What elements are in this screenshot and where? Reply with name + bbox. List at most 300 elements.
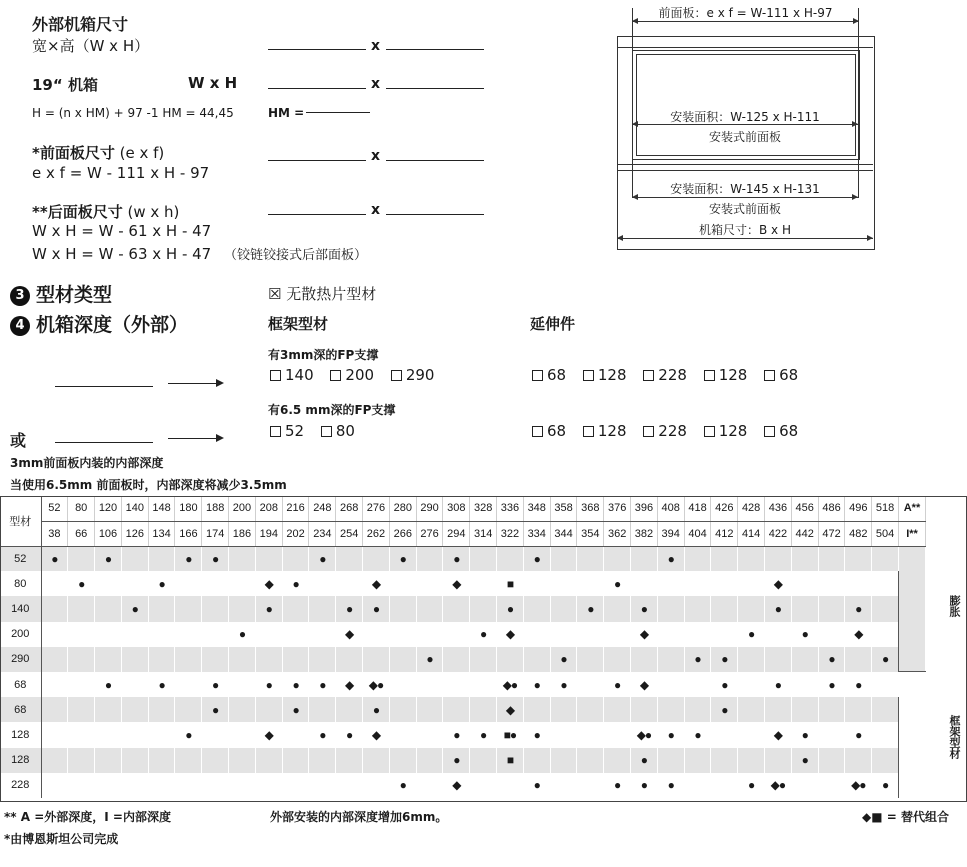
outer-depth-cell: 140 bbox=[121, 496, 148, 521]
combination-mark: ◆ bbox=[443, 571, 470, 596]
combination-mark: ● bbox=[309, 672, 336, 697]
table-row bbox=[0, 596, 926, 621]
combination-mark: ● bbox=[550, 672, 577, 697]
outer-depth-cell: 486 bbox=[818, 496, 845, 521]
outer-depth-cell: 518 bbox=[872, 496, 899, 521]
section-3-number: 3 bbox=[10, 286, 30, 306]
inner-depth-cell: 412 bbox=[711, 521, 738, 546]
checkbox-icon bbox=[330, 370, 341, 381]
outer-name-label: 安装式前面板 bbox=[708, 202, 781, 216]
combination-mark: ● bbox=[336, 596, 363, 621]
combination-mark: ● bbox=[604, 672, 631, 697]
inner-depth-cell: 254 bbox=[336, 521, 363, 546]
depth-input-line-2[interactable] bbox=[55, 442, 153, 443]
ext-option-label: 68 bbox=[779, 366, 799, 384]
inner-depth-cell: 414 bbox=[738, 521, 765, 546]
combination-cell bbox=[121, 647, 148, 672]
combination-mark: ● bbox=[497, 596, 524, 621]
rack-formula: H = (n x HM) + 97 -1 HM = 44,45 bbox=[32, 106, 234, 120]
combination-mark: ● bbox=[872, 773, 899, 798]
combination-mark: ● bbox=[604, 773, 631, 798]
combination-mark: ● bbox=[41, 546, 68, 571]
combination-cell bbox=[309, 622, 336, 647]
profile-option-label: 无散热片型材 bbox=[286, 285, 377, 303]
combination-cell bbox=[41, 622, 68, 647]
combination-mark: ● bbox=[657, 546, 684, 571]
combination-cell bbox=[604, 722, 631, 747]
combination-cell bbox=[443, 647, 470, 672]
combination-cell bbox=[604, 647, 631, 672]
combination-cell bbox=[631, 647, 658, 672]
combination-cell bbox=[738, 546, 765, 571]
front-f-line[interactable] bbox=[386, 160, 484, 161]
combination-cell bbox=[175, 571, 202, 596]
combination-cell bbox=[791, 647, 818, 672]
combination-cell bbox=[523, 571, 550, 596]
combination-cell bbox=[818, 596, 845, 621]
combination-mark: ● bbox=[68, 571, 95, 596]
inner-depth-cell: 322 bbox=[497, 521, 524, 546]
combination-cell bbox=[470, 546, 497, 571]
combination-cell bbox=[711, 773, 738, 798]
combination-mark: ● bbox=[818, 647, 845, 672]
fp3-option-140[interactable] bbox=[270, 366, 314, 384]
profile-label-cell: 290 bbox=[0, 647, 41, 672]
combination-cell bbox=[818, 748, 845, 773]
combination-cell bbox=[229, 672, 256, 697]
checkbox-icon bbox=[583, 426, 594, 437]
front-formula: e x f = W - 111 x H - 97 bbox=[32, 164, 210, 182]
combination-cell bbox=[818, 697, 845, 722]
outer-depth-cell: 328 bbox=[470, 496, 497, 521]
combination-cell bbox=[577, 672, 604, 697]
combination-cell bbox=[818, 722, 845, 747]
fp3-option-200[interactable] bbox=[330, 366, 374, 384]
combination-cell bbox=[577, 722, 604, 747]
ext-options-row1 bbox=[532, 366, 810, 384]
combination-cell bbox=[95, 722, 122, 747]
rack-title: 19“ 机箱 bbox=[32, 76, 98, 94]
combination-cell bbox=[523, 647, 550, 672]
combination-mark: ◆ bbox=[765, 571, 792, 596]
combination-cell bbox=[41, 773, 68, 798]
fp65-option-80[interactable] bbox=[321, 422, 355, 440]
inner-depth-cell: 362 bbox=[604, 521, 631, 546]
combination-cell bbox=[550, 697, 577, 722]
inner-depth-cell: 266 bbox=[389, 521, 416, 546]
combination-cell bbox=[791, 596, 818, 621]
combination-cell bbox=[416, 697, 443, 722]
combination-cell bbox=[845, 748, 872, 773]
combination-mark: ◆ bbox=[631, 622, 658, 647]
done-by-note: *由博恩斯坦公司完成 bbox=[4, 832, 119, 846]
combination-mark: ● bbox=[631, 748, 658, 773]
combination-cell bbox=[389, 596, 416, 621]
combination-mark: ◆ bbox=[336, 672, 363, 697]
ext-option[interactable] bbox=[643, 422, 687, 440]
combination-cell bbox=[363, 748, 390, 773]
combination-cell bbox=[309, 571, 336, 596]
extension-title: 延伸件 bbox=[530, 315, 576, 333]
outer-depth-cell: 180 bbox=[175, 496, 202, 521]
width-input-line[interactable] bbox=[268, 49, 366, 50]
combination-cell bbox=[68, 722, 95, 747]
ext-option-label: 228 bbox=[658, 366, 687, 384]
fp65-option-52[interactable] bbox=[270, 422, 304, 440]
checkbox-icon bbox=[532, 426, 543, 437]
combination-cell bbox=[95, 697, 122, 722]
combination-cell bbox=[470, 748, 497, 773]
combination-cell bbox=[711, 596, 738, 621]
combination-mark: ● bbox=[711, 697, 738, 722]
combination-cell bbox=[872, 672, 899, 697]
combination-cell bbox=[202, 748, 229, 773]
combination-cell bbox=[41, 647, 68, 672]
ext-option[interactable] bbox=[583, 422, 627, 440]
table-row bbox=[0, 748, 926, 773]
combination-cell bbox=[738, 748, 765, 773]
section-3-heading bbox=[10, 280, 112, 307]
hinge-note: （铰链铰接式后部面板） bbox=[224, 248, 368, 263]
combination-cell bbox=[121, 571, 148, 596]
combination-cell bbox=[282, 596, 309, 621]
combination-cell bbox=[175, 748, 202, 773]
combination-cell bbox=[738, 596, 765, 621]
outer-area-dim bbox=[632, 197, 858, 198]
combination-cell bbox=[95, 773, 122, 798]
combination-cell bbox=[738, 647, 765, 672]
depth-input-line-1[interactable] bbox=[55, 386, 153, 387]
rear-panel-title-bold: **后面板尺寸 bbox=[32, 203, 123, 221]
combination-mark: ● bbox=[121, 596, 148, 621]
rear-h-line[interactable] bbox=[386, 214, 484, 215]
hm-label: HM = bbox=[268, 106, 305, 120]
combination-cell bbox=[95, 596, 122, 621]
row-header-label: 型材 bbox=[0, 496, 41, 546]
inner-depth-cell: 382 bbox=[631, 521, 658, 546]
combination-mark: ● bbox=[336, 722, 363, 747]
combination-mark: ■ bbox=[497, 571, 524, 596]
outer-depth-cell: 436 bbox=[765, 496, 792, 521]
combination-mark: ● bbox=[845, 722, 872, 747]
combination-mark: ● bbox=[443, 722, 470, 747]
combination-cell bbox=[523, 697, 550, 722]
checkbox-icon bbox=[764, 370, 775, 381]
combination-cell bbox=[309, 697, 336, 722]
combination-cell bbox=[765, 622, 792, 647]
combination-cell bbox=[684, 596, 711, 621]
combination-mark: ■ bbox=[497, 748, 524, 773]
combination-cell bbox=[95, 647, 122, 672]
table-row bbox=[0, 773, 926, 798]
ext-option[interactable] bbox=[764, 366, 798, 384]
inner-name-label: 安装式前面板 bbox=[708, 130, 781, 144]
combination-cell bbox=[148, 546, 175, 571]
combination-cell bbox=[336, 748, 363, 773]
combination-cell bbox=[121, 748, 148, 773]
ext-option[interactable] bbox=[583, 366, 627, 384]
combination-mark: ● bbox=[229, 622, 256, 647]
combination-cell bbox=[872, 722, 899, 747]
fp65-options bbox=[270, 422, 367, 440]
combination-cell bbox=[416, 596, 443, 621]
combination-cell bbox=[389, 622, 416, 647]
combination-mark: ● bbox=[657, 722, 684, 747]
combination-mark: ● bbox=[309, 722, 336, 747]
combination-cell bbox=[711, 748, 738, 773]
combination-cell bbox=[363, 647, 390, 672]
checkbox-icon bbox=[704, 426, 715, 437]
combination-cell bbox=[470, 672, 497, 697]
combination-cell bbox=[416, 571, 443, 596]
combination-mark: ◆ bbox=[631, 672, 658, 697]
ext-option-label: 128 bbox=[597, 422, 627, 440]
combination-cell bbox=[470, 596, 497, 621]
combination-cell bbox=[470, 773, 497, 798]
frame-profile-title: 框架型材 bbox=[268, 315, 329, 333]
combination-cell bbox=[791, 672, 818, 697]
combination-cell bbox=[95, 748, 122, 773]
combination-mark: ● bbox=[255, 672, 282, 697]
combination-cell bbox=[363, 622, 390, 647]
combination-cell bbox=[711, 546, 738, 571]
combination-cell bbox=[389, 672, 416, 697]
combination-cell bbox=[684, 773, 711, 798]
outer-depth-cell: 368 bbox=[577, 496, 604, 521]
inner-depth-cell: 186 bbox=[229, 521, 256, 546]
rear-w-line[interactable] bbox=[268, 214, 366, 215]
inner-depth-cell: 276 bbox=[416, 521, 443, 546]
outer-depth-cell: 280 bbox=[389, 496, 416, 521]
combination-mark: ◆ bbox=[765, 722, 792, 747]
ext-option-label: 68 bbox=[547, 366, 567, 384]
profile-label-cell: 52 bbox=[0, 546, 41, 571]
fp3-option-label: 140 bbox=[285, 366, 314, 384]
inner-depth-cell: 202 bbox=[282, 521, 309, 546]
combination-cell bbox=[443, 697, 470, 722]
fp65-option-label: 52 bbox=[285, 422, 305, 440]
ext-option-label: 228 bbox=[658, 422, 687, 440]
combination-cell bbox=[336, 647, 363, 672]
combination-cell bbox=[41, 672, 68, 697]
checkbox-icon bbox=[270, 370, 281, 381]
combination-mark: ● bbox=[872, 647, 899, 672]
combination-mark: ● bbox=[631, 596, 658, 621]
combination-mark: ● bbox=[202, 697, 229, 722]
combination-cell bbox=[872, 546, 899, 571]
combination-cell bbox=[631, 546, 658, 571]
inner-depth-cell: 394 bbox=[657, 521, 684, 546]
combination-cell bbox=[631, 571, 658, 596]
combination-cell bbox=[577, 647, 604, 672]
outer-depth-cell: 418 bbox=[684, 496, 711, 521]
outer-depth-cell: 148 bbox=[148, 496, 175, 521]
outer-depth-cell: 358 bbox=[550, 496, 577, 521]
ext-option[interactable] bbox=[704, 366, 748, 384]
combination-cell bbox=[389, 722, 416, 747]
times-sign: x bbox=[371, 38, 381, 54]
side-group-bottom bbox=[899, 672, 926, 798]
inner-depth-cell: 66 bbox=[68, 521, 95, 546]
combination-mark: ◆ bbox=[336, 622, 363, 647]
section-4-number: 4 bbox=[10, 316, 30, 336]
combination-cell bbox=[255, 647, 282, 672]
front-panel-title-bold: *前面板尺寸 bbox=[32, 144, 115, 162]
inner-depth-cell: 106 bbox=[95, 521, 122, 546]
combination-cell bbox=[523, 596, 550, 621]
combination-cell bbox=[416, 546, 443, 571]
combination-cell bbox=[255, 622, 282, 647]
inner-depth-cell: 126 bbox=[121, 521, 148, 546]
combination-mark: ● bbox=[738, 773, 765, 798]
outer-depth-cell: 120 bbox=[95, 496, 122, 521]
combination-cell bbox=[175, 773, 202, 798]
combination-cell bbox=[550, 622, 577, 647]
combination-cell bbox=[550, 773, 577, 798]
combination-cell bbox=[148, 647, 175, 672]
combination-cell bbox=[765, 748, 792, 773]
combination-mark: ● bbox=[711, 672, 738, 697]
ext-option[interactable] bbox=[532, 366, 566, 384]
ext-option[interactable] bbox=[643, 366, 687, 384]
rear-formula-2-text: W x H = W - 63 x H - 47 bbox=[32, 245, 212, 263]
rack-wh: W x H bbox=[188, 74, 238, 92]
combination-cell bbox=[202, 773, 229, 798]
combination-cell bbox=[229, 571, 256, 596]
combination-cell bbox=[738, 672, 765, 697]
combination-mark: ● bbox=[95, 672, 122, 697]
combination-cell bbox=[175, 697, 202, 722]
rack-width-line[interactable] bbox=[268, 88, 366, 89]
combination-cell bbox=[229, 596, 256, 621]
combination-cell bbox=[68, 622, 95, 647]
combination-cell bbox=[121, 672, 148, 697]
combination-cell bbox=[202, 647, 229, 672]
combination-cell bbox=[416, 722, 443, 747]
combination-cell bbox=[604, 546, 631, 571]
combination-cell bbox=[175, 647, 202, 672]
combination-cell bbox=[738, 722, 765, 747]
combination-mark: ● bbox=[791, 748, 818, 773]
inner-depth-note: 3mm前面板内装的内部深度 bbox=[10, 456, 164, 470]
combination-mark: ◆ bbox=[497, 697, 524, 722]
box-top-flange bbox=[617, 47, 873, 48]
header-row-a bbox=[0, 496, 926, 521]
inner-depth-cell: 504 bbox=[872, 521, 899, 546]
combination-cell bbox=[577, 571, 604, 596]
arrow-right-icon bbox=[168, 438, 222, 439]
ext-option-label: 68 bbox=[547, 422, 567, 440]
combination-cell bbox=[604, 748, 631, 773]
checkbox-icon bbox=[643, 426, 654, 437]
combination-mark: ● bbox=[523, 546, 550, 571]
rack-height-line[interactable] bbox=[386, 88, 484, 89]
combination-cell bbox=[41, 748, 68, 773]
front-e-line[interactable] bbox=[268, 160, 366, 161]
combination-mark: ● bbox=[523, 773, 550, 798]
combination-cell bbox=[336, 773, 363, 798]
combination-cell bbox=[336, 546, 363, 571]
combination-cell bbox=[148, 722, 175, 747]
height-input-line[interactable] bbox=[386, 49, 484, 50]
inner-depth-cell: 166 bbox=[175, 521, 202, 546]
combination-mark: ◆● bbox=[845, 773, 872, 798]
section-3-title: 型材类型 bbox=[36, 284, 113, 306]
reduce-note: 当使用6.5mm 前面板时，内部深度将减少3.5mm bbox=[10, 478, 287, 492]
combination-mark: ● bbox=[657, 773, 684, 798]
fp3-label: 有3mm深的FP支撑 bbox=[268, 348, 379, 362]
combination-cell bbox=[121, 546, 148, 571]
combination-cell bbox=[68, 647, 95, 672]
rear-panel-title bbox=[32, 201, 179, 222]
combination-cell bbox=[684, 672, 711, 697]
combination-mark: ● bbox=[470, 722, 497, 747]
ext-option[interactable] bbox=[764, 422, 798, 440]
combination-cell bbox=[872, 697, 899, 722]
profile-option[interactable] bbox=[268, 283, 376, 304]
combination-mark: ● bbox=[684, 722, 711, 747]
combination-cell bbox=[229, 722, 256, 747]
combination-mark: ◆ bbox=[443, 773, 470, 798]
combination-cell bbox=[68, 546, 95, 571]
combination-mark: ● bbox=[389, 773, 416, 798]
combination-cell bbox=[229, 773, 256, 798]
combination-cell bbox=[148, 622, 175, 647]
inner-depth-cell: 334 bbox=[523, 521, 550, 546]
outer-depth-cell: 80 bbox=[68, 496, 95, 521]
outer-depth-cell: 396 bbox=[631, 496, 658, 521]
combination-cell bbox=[363, 546, 390, 571]
combination-cell bbox=[148, 596, 175, 621]
combination-cell bbox=[389, 748, 416, 773]
combination-cell bbox=[872, 596, 899, 621]
or-label: 或 bbox=[10, 431, 27, 450]
combination-mark: ■● bbox=[497, 722, 524, 747]
outer-depth-cell: 408 bbox=[657, 496, 684, 521]
hm-input-line[interactable] bbox=[306, 112, 370, 113]
combination-mark: ◆● bbox=[363, 672, 390, 697]
legend-alternative: ◆■ = 替代组合 bbox=[862, 810, 949, 824]
header-row-i bbox=[0, 521, 926, 546]
combination-cell bbox=[148, 773, 175, 798]
combination-cell bbox=[95, 571, 122, 596]
times-sign: x bbox=[371, 76, 381, 92]
outer-depth-cell: 276 bbox=[363, 496, 390, 521]
side-group-top bbox=[899, 546, 926, 672]
combination-mark: ● bbox=[282, 571, 309, 596]
inner-depth-cell: 472 bbox=[818, 521, 845, 546]
combination-cell bbox=[684, 546, 711, 571]
combination-cell bbox=[175, 622, 202, 647]
combination-mark: ◆ bbox=[845, 622, 872, 647]
section-4-heading bbox=[10, 310, 188, 337]
combination-cell bbox=[309, 596, 336, 621]
combination-cell bbox=[470, 647, 497, 672]
ext-option[interactable] bbox=[532, 422, 566, 440]
outer-depth-cell: 456 bbox=[791, 496, 818, 521]
combination-cell bbox=[202, 622, 229, 647]
combination-cell bbox=[791, 571, 818, 596]
fp3-option-290[interactable] bbox=[391, 366, 435, 384]
ext-option-label: 128 bbox=[718, 422, 748, 440]
outer-depth-cell: 496 bbox=[845, 496, 872, 521]
outer-area-label: 安装面积：W-145 x H-131 bbox=[670, 182, 820, 196]
combination-cell bbox=[336, 697, 363, 722]
combination-mark: ● bbox=[523, 672, 550, 697]
table-row bbox=[0, 622, 926, 647]
ext-option[interactable] bbox=[704, 422, 748, 440]
combination-mark: ● bbox=[791, 622, 818, 647]
